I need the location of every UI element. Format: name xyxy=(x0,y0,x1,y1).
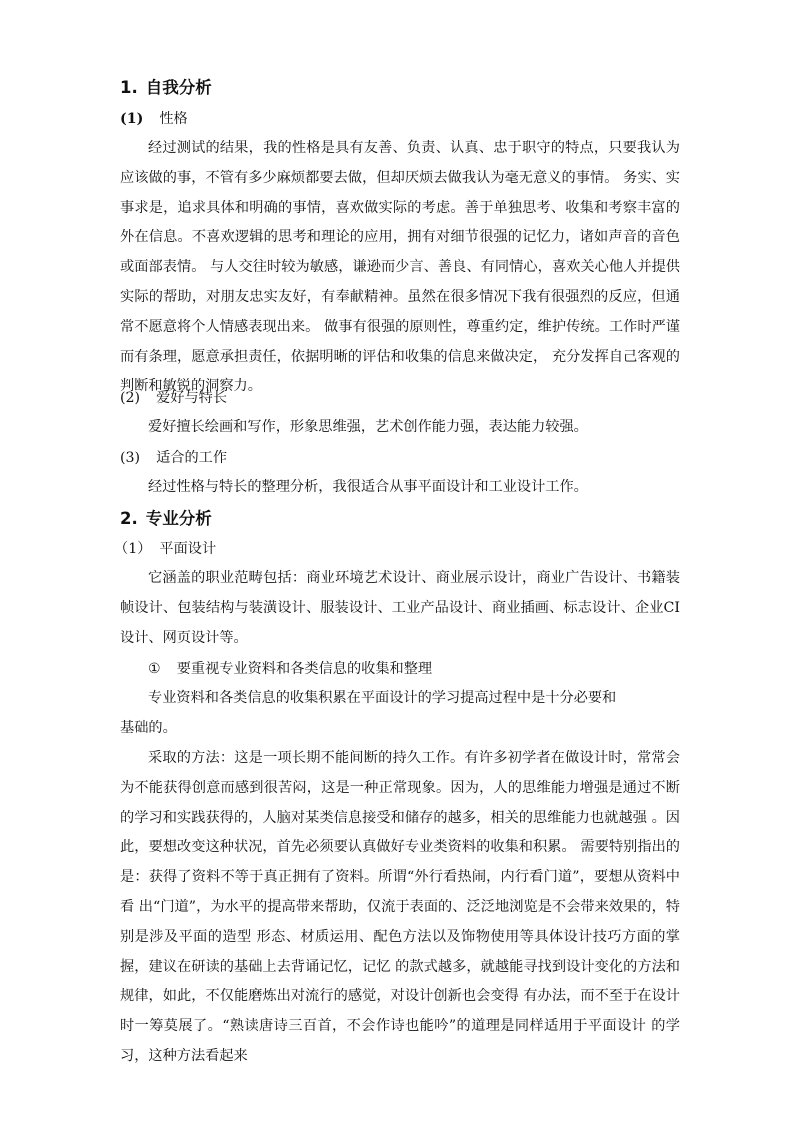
subheading-title: 平面设计 xyxy=(159,541,217,557)
subheading-number: (3) xyxy=(120,450,141,466)
subheading-hobbies xyxy=(120,389,227,407)
section-title: 专业分析 xyxy=(145,509,212,528)
point-title: 要重视专业资料和各类信息的收集和整理 xyxy=(176,661,433,677)
subheading-number: (2) xyxy=(120,390,141,406)
section-heading-professional-analysis xyxy=(120,509,212,529)
subheading-title: 爱好与特长 xyxy=(156,390,228,406)
method-paragraph: 采取的方法：这是一项长期不能间断的持久工作。有许多初学者在做设计时，常常会为不能获得创意而感到很苦闷，这是一种正常现象。因为，人的思维能力增强是通过不断的学习和实践获得的，人脑对某类信息接受和储存的越多，相关的思维能力也就越强 。因此，要想改变这种状况，首先必须要认真做好专业类资料的收集和积累。 需要特别指出的是：获得了资料不等于真正拥有了资料。所谓“外行看热闹，内行看门道”，要想从资料中看 出“门道”，为水平的提高带来帮助，仅流于表面的、泛泛地浏览是不会带来效果的，特别是涉及平面的造型 形态、材质运用、配色方法以及饰物使用等具体设计技巧方面的掌握，建议在研读的基础上去背诵记忆，记忆 的款式越多，就越能寻找到设计变化的方法和规律，如此，不仅能磨炼出对流行的感觉，对设计创新也会变得 有办法，而不至于在设计时一筹莫展了。“熟读唐诗三百首，不会作诗也能吟”的道理是同样适用于平面设计 的学习，这种方法看起来 xyxy=(120,750,680,1064)
personality-paragraph: 经过测试的结果，我的性格是具有友善、负责、认真、忠于职守的特点，只要我认为应该做的事，不管有多少麻烦都要去做，但却厌烦去做我认为毫无意义的事情。 务实、实事求是，追求具体和明确的事情，喜欢做实际的考虑。善于单独思考、收集和考察丰富的外在信息。不喜欢逻辑的思考和理论的应用，拥有对细节很强的记忆力，诸如声音的音色或面部表情。 与人交往时较为敏感，谦逊而少言、善良、有同情心，喜欢关心他人并提供实际的帮助，对朋友忠实友好，有奉献精神。虽然在很多情况下我有很强烈的反应，但通常不愿意将个人情感表现出来。 做事有很强的原则性，尊重约定，维护传统。工作时严谨而有条理，愿意承担责任，依据明晰的评估和收集的信息来做决定， 充分发挥自己客观的判断和敏锐的洞察力。 xyxy=(120,140,680,395)
importance-line-2: 基础的。 xyxy=(120,720,177,736)
suitable-work-paragraph: 经过性格与特长的整理分析，我很适合从事平面设计和工业设计工作。 xyxy=(148,479,588,495)
point-marker: ① xyxy=(148,661,161,677)
section-number: 1. xyxy=(120,78,138,97)
importance-line-1: 专业资料和各类信息的收集积累在平面设计的学习提高过程中是十分必要和 xyxy=(148,690,617,706)
subheading-title: 性格 xyxy=(159,111,188,127)
hobbies-paragraph: 爱好擅长绘画和写作，形象思维强，艺术创作能力强，表达能力较强。 xyxy=(148,419,588,435)
subheading-suitable-work xyxy=(120,449,227,467)
point-collect-materials xyxy=(148,660,432,678)
subheading-number: (1) xyxy=(120,111,144,127)
subheading-number: （1） xyxy=(114,541,152,557)
subheading-personality xyxy=(120,110,188,128)
graphic-scope-paragraph: 它涵盖的职业范畴包括：商业环境艺术设计、商业展示设计，商业广告设计、书籍装帧设计、包装结构与装潢设计、服装设计、工业产品设计、商业插画、标志设计、企业CI 设计、网页设计等。 xyxy=(120,570,680,646)
subheading-graphic-design xyxy=(114,540,216,558)
section-heading-self-analysis xyxy=(120,78,212,98)
section-title: 自我分析 xyxy=(145,78,212,97)
subheading-title: 适合的工作 xyxy=(156,450,228,466)
section-number: 2. xyxy=(120,509,138,528)
